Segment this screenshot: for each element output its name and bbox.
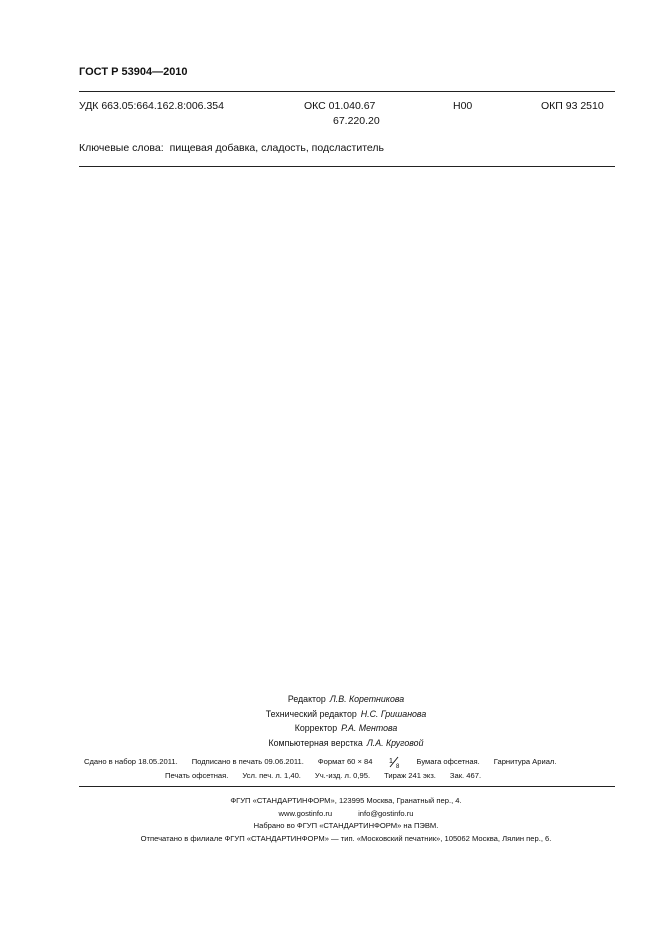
standard-title: ГОСТ Р 53904—2010 (79, 66, 188, 78)
fraction-one-eighth-icon (387, 756, 403, 766)
keywords-value: пищевая добавка, сладость, подсластитель (169, 142, 384, 154)
paper-type: Бумага офсетная. (416, 757, 480, 766)
group-code: Н00 (453, 100, 473, 112)
keywords-line (79, 142, 384, 154)
print-sheets: Усл. печ. л. 1,40. (242, 771, 301, 780)
printing-method: Печать офсетная. (165, 771, 229, 780)
oks-code-secondary: 67.220.20 (333, 115, 380, 127)
publication-line-1 (84, 756, 556, 766)
publisher-contacts (0, 808, 661, 821)
oks-code-primary: ОКС 01.040.67 (304, 100, 376, 112)
publisher-address: ФГУП «СТАНДАРТИНФОРМ», 123995 Москва, Гранатный пер., 4. (230, 796, 462, 805)
publisher-email-link[interactable]: info@gostinfo.ru (358, 808, 414, 818)
svg-text:1: 1 (388, 758, 393, 765)
typeset-note: Набрано во ФГУП «СТАНДАРТИНФОРМ» на ПЭВМ. (253, 821, 439, 830)
keywords-label: Ключевые слова: (79, 142, 164, 154)
credit-corrector (0, 721, 661, 736)
credit-layout (0, 736, 661, 751)
print-format-text: Формат 60 × 84 (317, 757, 373, 766)
credit-corrector-role: Корректор (294, 723, 338, 733)
credit-editor-name: Л.В. Коретникова (329, 694, 405, 704)
credit-corrector-name: Р.А. Ментова (341, 723, 398, 733)
credit-tech-editor (0, 707, 661, 722)
credit-editor (0, 692, 661, 707)
udk-code: УДК 663.05:664.162.8:006.354 (79, 100, 224, 112)
publication-sheets: Уч.-изд. л. 0,95. (314, 771, 371, 780)
credit-layout-role: Компьютерная верстка (268, 737, 363, 748)
submitted-date: Сдано в набор 18.05.2011. (84, 757, 178, 766)
order-number: Зак. 467. (449, 771, 482, 780)
signed-date: Подписано в печать 09.06.2011. (191, 757, 304, 766)
keywords-divider (79, 166, 615, 167)
header-divider (79, 91, 615, 92)
okp-code: ОКП 93 2510 (541, 100, 604, 112)
print-format (318, 757, 403, 766)
credit-editor-role: Редактор (287, 694, 326, 704)
publisher-info (0, 795, 661, 845)
svg-text:8: 8 (395, 764, 399, 768)
typeface: Гарнитура Ариал. (493, 757, 557, 766)
credit-layout-name: Л.А. Круговой (366, 737, 424, 748)
publisher-website-link[interactable]: www.gostinfo.ru (278, 808, 333, 818)
credit-tech-editor-name: Н.С. Гришанова (360, 708, 427, 719)
printed-note: Отпечатано в филиале ФГУП «СТАНДАРТИНФОРМ» — тип. «Московский печатник», 105062 Москва, Лялин пер., 6. (140, 833, 552, 843)
credits-block (0, 692, 661, 750)
publication-line-2 (165, 771, 481, 780)
credit-tech-editor-role: Технический редактор (265, 708, 357, 719)
print-run: Тираж 241 экз. (384, 771, 436, 780)
footer-divider (79, 786, 615, 787)
